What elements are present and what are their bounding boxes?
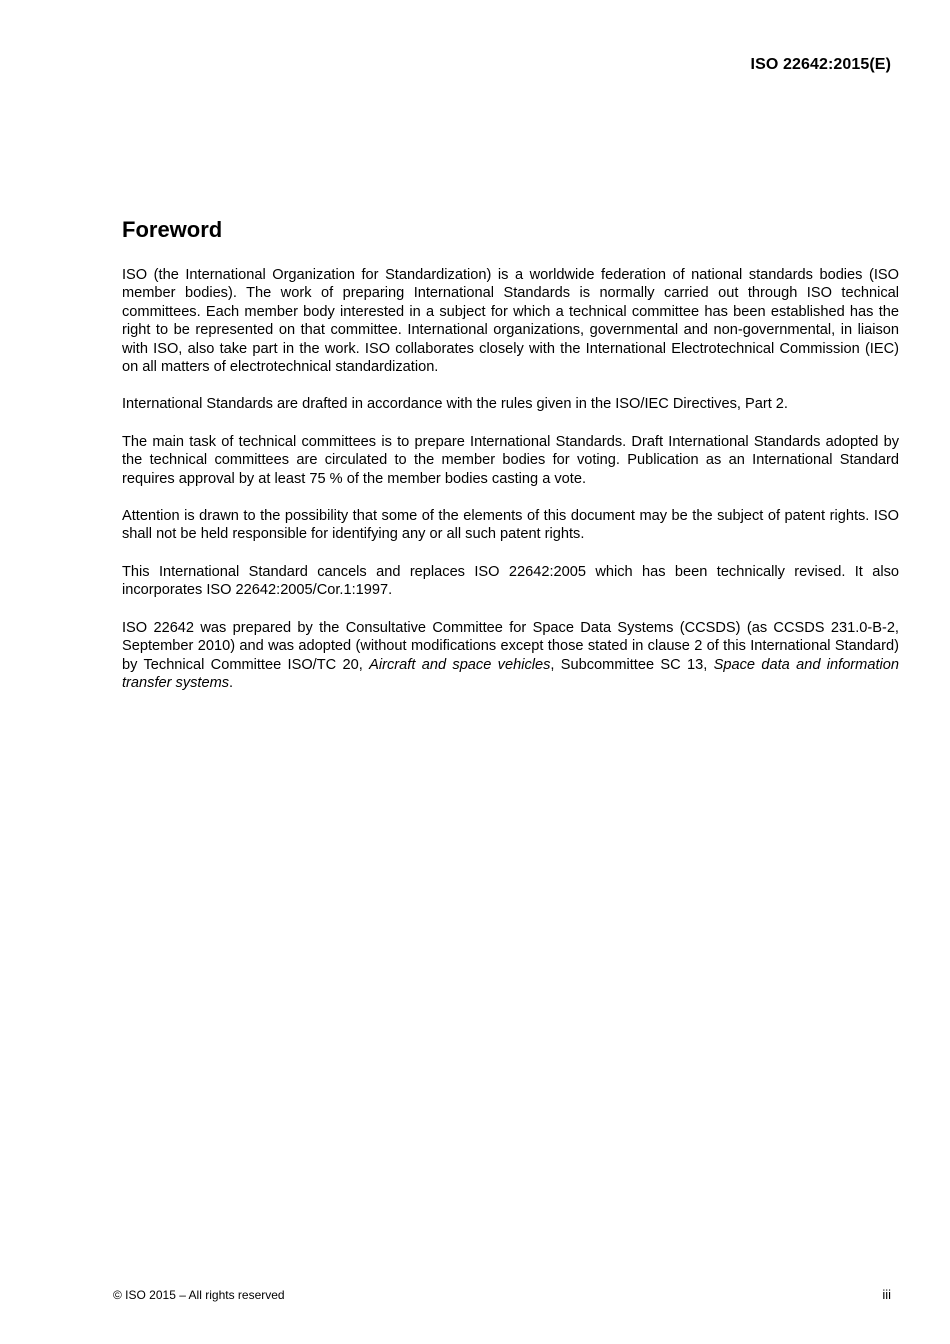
subcommittee-title: Space data and information transfer systems	[122, 656, 899, 691]
paragraph: International Standards are drafted in accordance with the rules given in the ISO/IEC Directives, Part 2.	[122, 396, 788, 413]
committee-title: Aircraft and space vehicles	[369, 656, 551, 673]
foreword-body	[122, 266, 899, 711]
paragraph-text: .	[229, 674, 234, 691]
paragraph: Attention is drawn to the possibility that some of the elements of this document may be the subject of patent rights. ISO shall not be held responsible for identifying any or all such patent rights.	[122, 508, 899, 543]
page-title: Foreword	[122, 217, 223, 242]
paragraph: ISO (the International Organization for Standardization) is a worldwide federation of national standards bodies (ISO member bodies). The work of preparing International Standards is normally carried out through ISO technical committees. Each member body interested in a subject for which a technical committee has been established has the right to be represented on that committee. International organizations, governmental and non-governmental, in liaison with ISO, also take part in the work. ISO collaborates closely with the International Electrotechnical Commission (IEC) on all matters of electrotechnical standardization.	[122, 267, 899, 376]
paragraph: The main task of technical committees is to prepare International Standards. Draft International Standards adopted by the technical committees are circulated to the member bodies for voting. Publication as an International Standard requires approval by at least 75 % of the member bodies casting a vote.	[122, 433, 899, 487]
paragraph	[122, 619, 899, 693]
copyright-notice: © ISO 2015 – All rights reserved	[113, 1288, 285, 1302]
page-number: iii	[882, 1287, 891, 1302]
document-id: ISO 22642:2015(E)	[750, 56, 891, 73]
paragraph-text: , Subcommittee SC 13,	[550, 656, 714, 673]
paragraph-text: ISO 22642 was prepared by the Consultative Committee for Space Data Systems (CCSDS) (as CCSDS 231.0-B-2, September 2010) and was adopted (without modifications except those stated in clause 2 of this International Standard) by Technical Committee ISO/TC 20,	[122, 619, 899, 673]
paragraph: This International Standard cancels and replaces ISO 22642:2005 which has been technically revised. It also incorporates ISO 22642:2005/Cor.1:1997.	[122, 563, 899, 599]
